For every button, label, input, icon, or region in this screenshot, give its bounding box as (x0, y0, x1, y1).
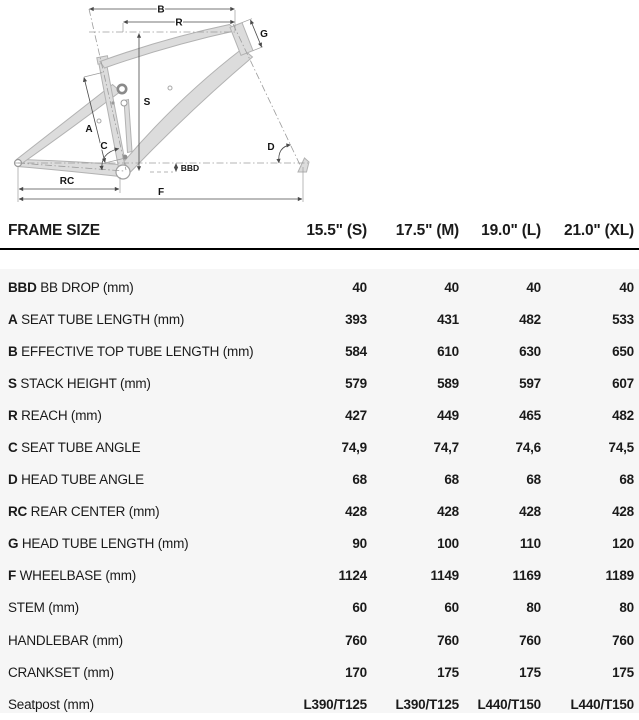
row-value: 630 (519, 343, 541, 359)
row-label: BBD BB DROP (mm) (8, 279, 134, 295)
column-header-l: 19.0" (L) (459, 218, 541, 249)
row-label: R REACH (mm) (8, 407, 102, 423)
row-label: Seatpost (mm) (8, 696, 94, 712)
table-row (0, 271, 639, 303)
row-value: L390/T125 (395, 696, 459, 712)
table-row (0, 528, 639, 560)
row-value: L440/T150 (570, 696, 634, 712)
frame-diagram-svg (0, 0, 330, 218)
row-label: G HEAD TUBE LENGTH (mm) (8, 536, 189, 552)
row-value: 428 (519, 504, 541, 520)
dim-label-g: G (260, 29, 268, 40)
row-prefix: S (8, 375, 17, 391)
row-value: 40 (352, 279, 367, 295)
row-label: B EFFECTIVE TOP TUBE LENGTH (mm) (8, 343, 254, 359)
column-header-s: 15.5" (S) (275, 218, 367, 249)
shock-strut (124, 100, 132, 153)
row-value: 68 (619, 472, 634, 488)
row-label: F WHEELBASE (mm) (8, 568, 137, 584)
row-value: 465 (519, 407, 541, 423)
row-value: 110 (519, 536, 541, 552)
row-value: 40 (619, 279, 634, 295)
row-value: L440/T150 (477, 696, 541, 712)
down-tube (124, 49, 253, 173)
header-row (0, 218, 639, 249)
row-value: 607 (612, 375, 634, 391)
row-value: 1149 (430, 568, 459, 584)
geometry-table-body (0, 271, 639, 720)
geometry-table (0, 271, 639, 720)
geometry-table-block (0, 269, 639, 713)
row-label: A SEAT TUBE LENGTH (mm) (8, 311, 185, 327)
row-value: 40 (526, 279, 541, 295)
row-value: 175 (519, 664, 541, 680)
dim-label-rc: RC (59, 176, 75, 187)
seat-tube-rivet (111, 101, 114, 104)
row-label: D HEAD TUBE ANGLE (8, 472, 144, 488)
row-value: 533 (612, 311, 634, 327)
table-row (0, 592, 639, 624)
row-prefix: D (8, 472, 18, 488)
dim-label-c: C (100, 141, 108, 152)
row-value: 589 (437, 375, 459, 391)
row-value: 597 (519, 375, 541, 391)
row-prefix: F (8, 568, 17, 584)
row-value: 449 (437, 407, 459, 423)
row-value: 428 (437, 504, 459, 520)
row-prefix: BBD (8, 279, 37, 295)
table-row (0, 624, 639, 656)
top-tube (100, 25, 237, 69)
row-value: 428 (612, 504, 634, 520)
row-prefix: C (8, 440, 18, 456)
row-value: 584 (345, 343, 367, 359)
dim-label-d: D (267, 142, 275, 153)
row-value: 74,5 (608, 440, 634, 456)
row-value: 760 (519, 632, 541, 648)
dim-label-b: B (157, 4, 165, 16)
dim-label-a: A (85, 124, 93, 135)
row-value: 760 (612, 632, 634, 648)
row-value: L390/T125 (303, 696, 367, 712)
row-value: 1124 (338, 568, 367, 584)
row-value: 579 (345, 375, 367, 391)
row-value: 68 (526, 472, 541, 488)
row-value: 428 (345, 504, 367, 520)
column-header-xl: 21.0" (XL) (541, 218, 639, 249)
dim-label-s: S (143, 97, 151, 108)
row-value: 482 (612, 407, 634, 423)
row-value: 175 (612, 664, 634, 680)
frame-geometry-diagram (0, 0, 639, 218)
table-row (0, 688, 639, 720)
row-value: 610 (437, 343, 459, 359)
row-value: 68 (352, 472, 367, 488)
row-label: RC REAR CENTER (mm) (8, 504, 160, 520)
dim-label-f: F (157, 187, 165, 198)
row-value: 482 (519, 311, 541, 327)
table-row (0, 560, 639, 592)
row-label: S STACK HEIGHT (mm) (8, 375, 151, 391)
row-label: HANDLEBAR (mm) (8, 632, 123, 648)
frame-size-header (0, 218, 639, 250)
table-row (0, 656, 639, 688)
row-label: STEM (mm) (8, 600, 79, 616)
row-value: 90 (352, 536, 367, 552)
row-prefix: R (8, 407, 18, 423)
dim-label-bbd: BBD (180, 163, 200, 173)
table-row (0, 399, 639, 431)
row-prefix: B (8, 343, 18, 359)
row-prefix: A (8, 311, 18, 327)
row-value: 175 (437, 664, 459, 680)
table-row (0, 303, 639, 335)
front-dropout (298, 158, 309, 172)
row-value: 393 (345, 311, 367, 327)
row-value: 760 (437, 632, 459, 648)
top-tube-port (168, 86, 172, 90)
row-value: 760 (345, 632, 367, 648)
head-tube (230, 23, 253, 56)
table-row (0, 464, 639, 496)
table-row (0, 335, 639, 367)
row-value: 40 (444, 279, 459, 295)
table-row (0, 431, 639, 463)
row-value: 60 (352, 600, 367, 616)
bottom-bracket (116, 165, 130, 179)
row-value: 100 (437, 536, 459, 552)
row-prefix: RC (8, 504, 28, 520)
row-value: 80 (526, 600, 541, 616)
seatstay-port (97, 119, 101, 123)
main-pivot (118, 85, 126, 93)
row-value: 120 (612, 536, 634, 552)
row-label: C SEAT TUBE ANGLE (8, 440, 141, 456)
dim-label-r: R (175, 17, 183, 29)
row-value: 431 (437, 311, 459, 327)
row-value: 427 (345, 407, 367, 423)
row-value: 1189 (605, 568, 634, 584)
bike-frame-drawing (15, 23, 310, 179)
row-value: 74,6 (515, 440, 541, 456)
row-label: CRANKSET (mm) (8, 664, 114, 680)
row-value: 170 (345, 664, 367, 680)
row-value: 650 (612, 343, 634, 359)
row-value: 1169 (512, 568, 541, 584)
row-prefix: G (8, 536, 19, 552)
row-value: 60 (444, 600, 459, 616)
table-title: FRAME SIZE (0, 218, 275, 249)
column-header-m: 17.5" (M) (367, 218, 459, 249)
row-value: 80 (619, 600, 634, 616)
row-value: 74,9 (341, 440, 367, 456)
table-row (0, 367, 639, 399)
table-row (0, 496, 639, 528)
row-value: 74,7 (433, 440, 459, 456)
row-value: 68 (444, 472, 459, 488)
shock-top-pivot (121, 100, 127, 106)
